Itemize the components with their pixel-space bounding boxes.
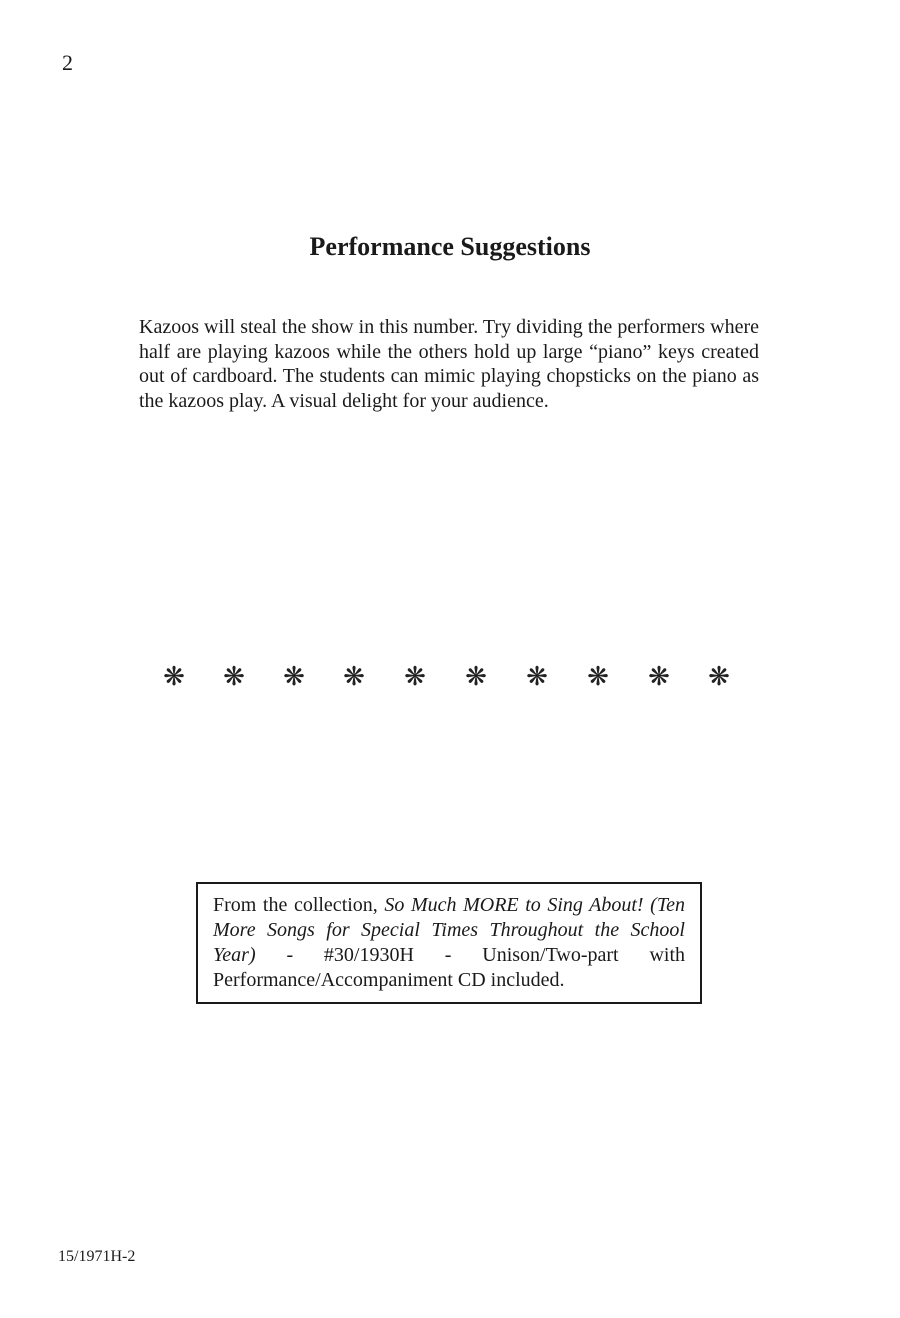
collection-source-box	[196, 882, 702, 1004]
snowflake-ornament-icon: ❋	[587, 662, 609, 692]
snowflake-ornament-icon: ❋	[526, 662, 548, 692]
page-number: 2	[62, 50, 73, 75]
snowflake-ornament-icon: ❋	[163, 662, 185, 692]
collection-title: So Much MORE to Sing About! (Ten More Songs for Special Times Throughout the School Year)	[213, 894, 685, 966]
snowflake-ornament-icon: ❋	[283, 662, 305, 692]
snowflake-ornament-icon: ❋	[708, 662, 730, 692]
snowflake-ornament-icon: ❋	[223, 662, 245, 692]
snowflake-ornament-icon: ❋	[343, 662, 365, 692]
source-details: - #30/1930H - Unison/Two-part with Performance/Accompaniment CD included.	[213, 944, 685, 991]
snowflake-ornament-icon: ❋	[404, 662, 426, 692]
performance-suggestions-text: Kazoos will steal the show in this number. Try dividing the performers where half are playing kazoos while the others hold up large “piano” keys created out of cardboard. The students can mimic playing chopsticks on the piano as the kazoos play. A visual delight for your audience.	[139, 316, 759, 412]
snowflake-ornament-icon: ❋	[648, 662, 670, 692]
source-prefix: From the collection,	[213, 894, 385, 916]
ornament-divider	[140, 660, 760, 694]
page-title: Performance Suggestions	[309, 232, 591, 261]
snowflake-ornament-icon: ❋	[465, 662, 487, 692]
footer-catalog-code: 15/1971H-2	[58, 1248, 136, 1265]
